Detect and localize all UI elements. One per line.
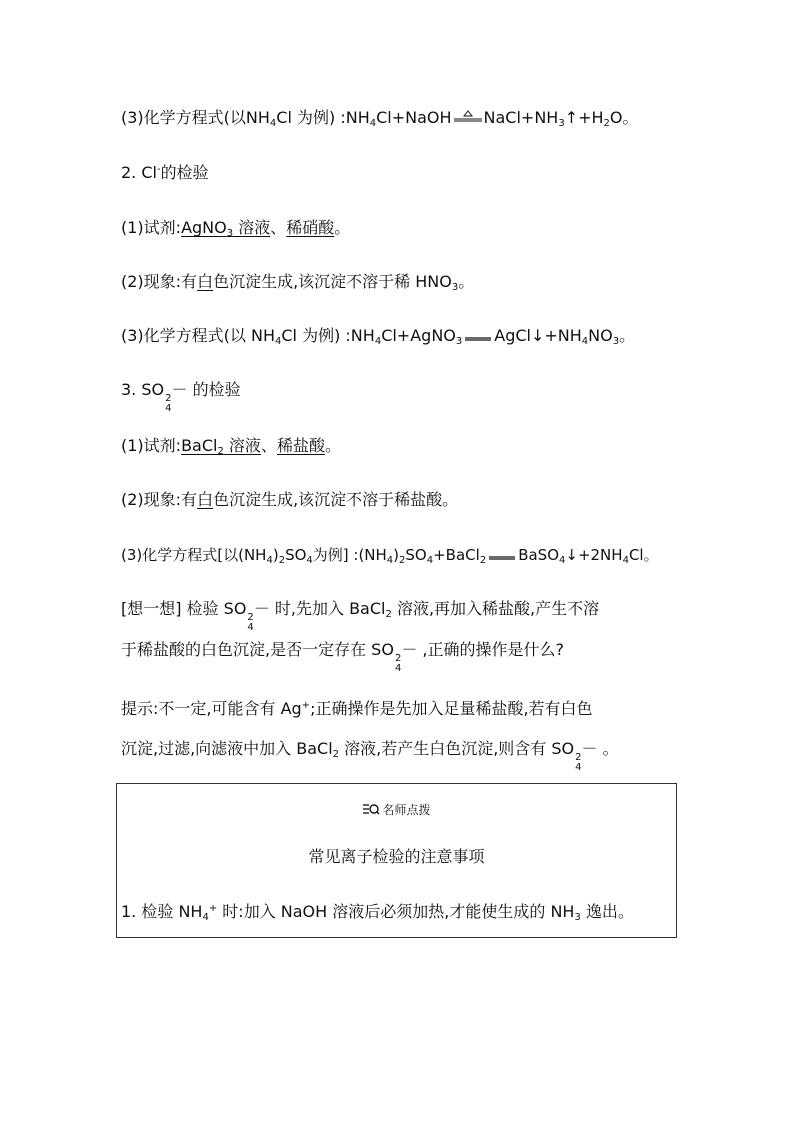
superscript: + [301,700,311,711]
box-header [117,802,676,818]
text: BaCl [181,436,218,455]
text: SO [405,546,427,564]
text: － [581,739,598,758]
text: 。 [334,218,351,237]
subscript: 4 [575,762,582,773]
hint-line-1 [121,697,593,721]
subscript: 2 [278,555,286,566]
text: +BaCl [433,546,480,564]
subscript: 4 [266,555,273,566]
text: (3)化学方程式[以(NH [121,546,267,564]
subscript: 4 [394,663,402,674]
text: 。 [619,326,636,345]
text: 时,先加入 BaCl [269,599,386,618]
reagent-hcl: 稀盐酸 [276,436,325,455]
text: 3. SO [121,380,165,399]
subscript: 3 [451,282,459,293]
subscript: 4 [202,912,209,923]
text: 提示:不一定,可能含有 Ag [121,699,302,718]
reagent-bacl2 [181,436,261,455]
sec1-equation-line [121,106,639,130]
text: － [171,380,188,399]
sec3-reagent-line [121,434,341,458]
text: BaSO [518,546,559,564]
text: Cl [276,108,292,127]
sec2-reagent-line [121,216,350,240]
text: NH [245,108,270,127]
think-line-2 [121,638,564,674]
text: Cl+AgNO [381,326,456,345]
text: 1. 检验 NH [121,902,203,921]
text: NH [345,108,370,127]
text: 色沉淀生成,该沉淀不溶于稀 HNO [213,272,452,291]
text: － [253,599,270,618]
text: 溶液,再加入稀盐酸,产生不溶 [391,599,600,618]
text: ↑+H [564,108,604,127]
text: Cl。 [628,546,659,564]
sec3-equation-line [121,543,659,567]
subscript: 4 [275,336,282,347]
box-title: 常见离子检验的注意事项 [308,847,485,866]
reaction-equals-icon [487,547,517,561]
superscript: 2 [394,653,402,664]
superscript: 2 [165,393,172,404]
subscript: 4 [386,555,394,566]
text: 。 [324,436,341,455]
text: (3)化学方程式(以 [121,108,246,127]
text: 溶液 [223,436,261,455]
box-header-label: 名师点拨 [382,803,431,817]
subscript: 4 [374,336,382,347]
think-line-1 [121,597,599,633]
text: 的检验 [160,163,209,182]
text: ,正确的操作是什么? [417,640,564,659]
text: Cl 为例) :NH [281,326,375,345]
text: (2)现象:有 [121,272,198,291]
sec2-equation-line [121,324,635,348]
text: 的检验 [187,380,241,399]
text: (2)现象:有 [121,490,198,509]
text: 于稀盐酸的白色沉淀,是否一定存在 SO [121,640,394,659]
subscript: 2 [332,749,340,760]
hint-line-2 [121,737,619,773]
text: NO [588,326,613,345]
subscript: 4 [306,555,313,566]
text: AgCl↓+NH [494,326,582,345]
text: ) [272,546,279,564]
text: AgNO [181,218,227,237]
text: 沉淀,过滤,向滤液中加入 BaCl [121,739,333,758]
text: 为例) : [291,108,346,127]
subscript: 3 [574,912,581,923]
teacher-tip-icon [362,803,380,815]
superscript: - [156,164,161,175]
text: NaCl+NH [483,108,559,127]
text: O。 [609,108,639,127]
text: [想一想] 检验 SO [121,599,247,618]
subscript: 3 [612,336,620,347]
superscript: + [208,903,218,914]
subscript: 2 [399,555,406,566]
text: 为例] :(NH [312,546,387,564]
text: ;正确操作是先加入足量稀盐酸,若有白色 [310,699,593,718]
text: 2. Cl [121,163,157,182]
subscript: 4 [369,118,377,129]
text: － [401,640,418,659]
subscript: 4 [426,555,434,566]
subscript: 2 [385,609,392,620]
underlined-text: 白 [197,272,214,291]
heat-reaction-arrow-icon [453,110,483,124]
reaction-equals-icon [463,328,493,342]
sec3-phenomenon-line [121,488,458,512]
subscript: 4 [269,118,277,129]
subscript: 2 [479,555,487,566]
subscript: 4 [622,555,629,566]
reagent-hno3: 稀硝酸 [286,218,335,237]
text: Cl+NaOH [376,108,452,127]
superscript: 2 [247,612,254,623]
text: 时:加入 NaOH 溶液后必须加热,才能使生成的 NH [217,902,575,921]
box-tip-line-1 [121,900,634,924]
sec2-phenomenon-line [121,270,474,294]
subscript: 4 [247,622,254,633]
text: ↓+2NH [565,546,623,564]
text: ) [393,546,400,564]
text: 溶液 [233,218,271,237]
subscript: 4 [165,403,172,414]
text: 、 [260,436,277,455]
underlined-text: 白 [197,490,214,509]
text: (1)试剂: [121,218,182,237]
subscript: 3 [226,228,234,239]
text: 。 [458,272,475,291]
subscript: 4 [559,555,566,566]
text: (3)化学方程式(以 NH [121,326,275,345]
text: 。 [597,739,619,758]
sec2-heading [121,161,209,185]
text: 溶液,若产生白色沉淀,则含有 SO [339,739,575,758]
text: SO [285,546,307,564]
sec3-heading [121,378,241,414]
subscript: 3 [455,336,463,347]
reagent-agno3 [181,218,270,237]
teacher-tips-box [116,783,677,938]
text: (1)试剂: [121,436,182,455]
subscript: 2 [603,118,610,129]
subscript: 3 [558,118,565,129]
superscript: 2 [575,752,582,763]
subscript: 2 [217,446,224,457]
text: 色沉淀生成,该沉淀不溶于稀盐酸。 [213,490,459,509]
text: 、 [270,218,287,237]
subscript: 4 [581,336,589,347]
text: 逸出。 [580,902,634,921]
